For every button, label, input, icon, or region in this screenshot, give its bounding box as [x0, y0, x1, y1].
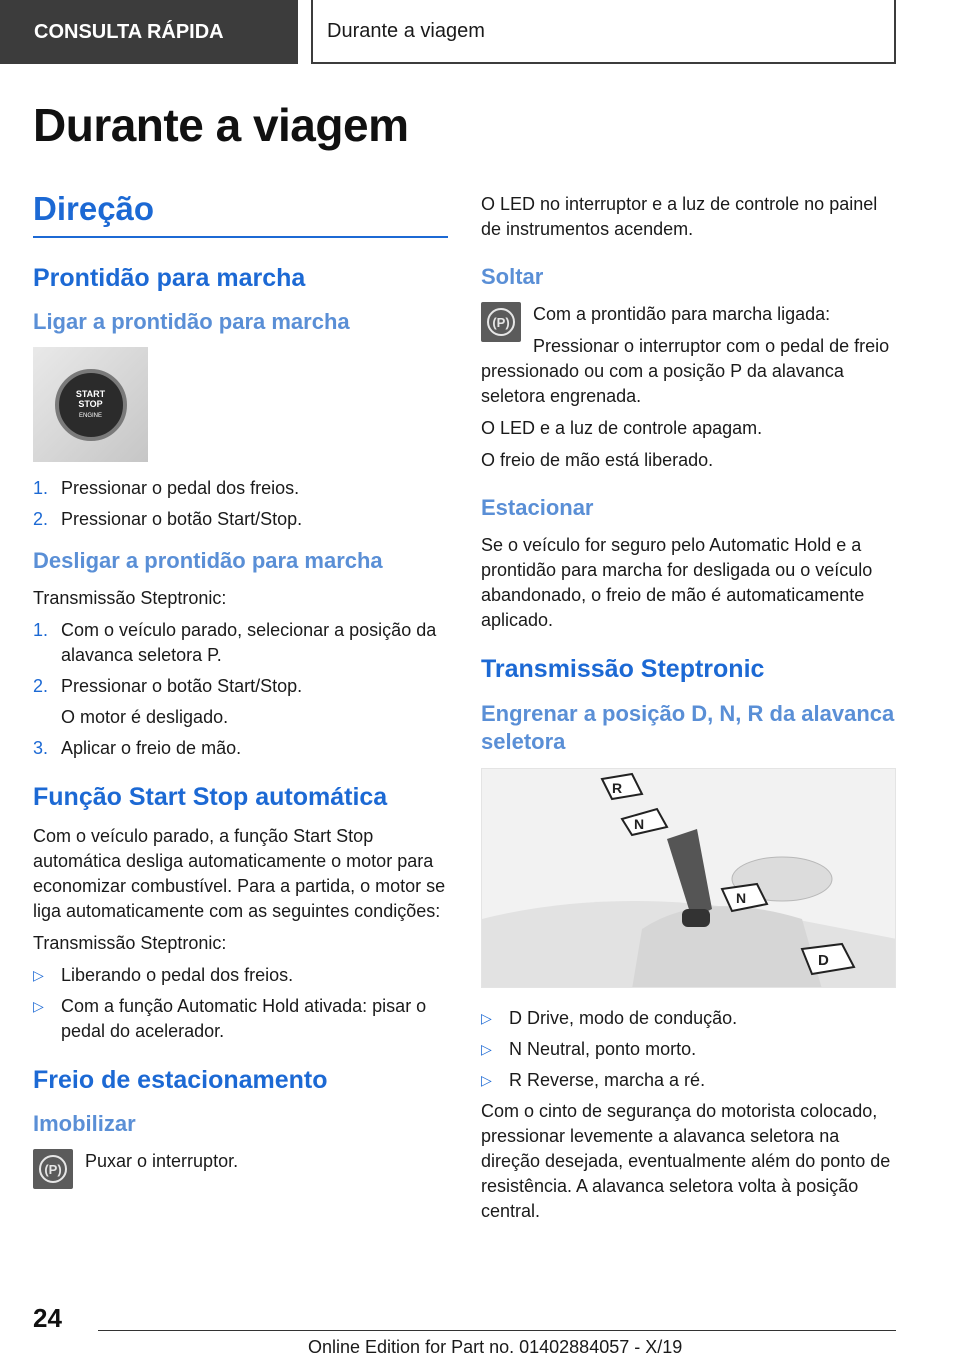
heading-soltar: Soltar [481, 264, 544, 289]
list-item: ▷ Liberando o pedal dos freios. [33, 963, 448, 988]
transmission-label-2: Transmissão Steptronic: [33, 933, 227, 953]
parking-brake-icon: (P) [481, 302, 521, 342]
heading-auto-start-stop: Função Start Stop automática [33, 783, 388, 811]
header-section-tab [0, 0, 298, 64]
gear-positions-list [481, 1006, 896, 1093]
gear-selector-image [481, 768, 896, 988]
header-section-label: CONSULTA RÁPIDA [34, 20, 224, 43]
list-item: ▷ N Neutral, ponto morto. [481, 1037, 896, 1062]
soltar-text-1: Com a prontidão para marcha ligada: [533, 304, 831, 324]
conditions-list [33, 963, 448, 1044]
parking-brake-icon: (P) [33, 1149, 73, 1189]
heading-transmissao: Transmissão Steptronic [481, 655, 765, 683]
gear-label-n-bottom: N [736, 890, 747, 906]
triangle-bullet-icon: ▷ [481, 1072, 492, 1088]
list-item: 2. Pressionar o botão Start/Stop. [33, 676, 303, 696]
gear-label-r: R [612, 780, 623, 796]
heading-desligar: Desligar a prontidão para marcha [33, 548, 383, 573]
soltar-text-3: O LED e a luz de controle apagam. [481, 418, 763, 438]
auto-start-stop-text: Com o veículo parado, a função Start Stop automática desliga automaticamente o motor para economizar combustível. Para a partida, o motor se liga automaticamente com as seguintes condições: [33, 826, 446, 921]
triangle-bullet-icon: ▷ [481, 1010, 492, 1026]
steps-on-list [33, 476, 448, 532]
start-label: START [75, 388, 106, 399]
left-column [33, 190, 448, 1195]
section-heading-direcao: Direção [33, 190, 448, 238]
transmission-label: Transmissão Steptronic: [33, 588, 227, 608]
final-text: Com o cinto de segurança do motorista colocado, pressionar levemente a alavanca seletora na direção desejada, eventualmente além do ponto de resistência. A alavanca seletora volta à posição central. [481, 1101, 891, 1221]
list-item: ▷ D Drive, modo de condução. [481, 1006, 896, 1031]
step-note: O motor é desligado. [61, 707, 229, 727]
page-number: 24 [33, 1303, 62, 1333]
steps-off-list-cont [33, 736, 448, 761]
start-stop-button-icon [55, 369, 127, 441]
page-title: Durante a viagem [33, 99, 409, 151]
imobilizar-text: Puxar o interruptor. [85, 1151, 239, 1171]
list-item: ▷ R Reverse, marcha a ré. [481, 1068, 896, 1093]
start-stop-button-image [33, 347, 148, 462]
heading-imobilizar: Imobilizar [33, 1111, 136, 1136]
heading-engrenar: Engrenar a posição D, N, R da alavanca seletora [481, 701, 895, 754]
led-on-text: O LED no interruptor e a luz de controle no painel de instrumentos acendem. [481, 194, 878, 239]
list-item: 3. Aplicar o freio de mão. [33, 738, 242, 758]
soltar-text-4: O freio de mão está liberado. [481, 450, 714, 470]
gear-label-d: D [818, 952, 829, 969]
footer-edition: Online Edition for Part no. 01402884057 - X/19 [308, 1337, 683, 1357]
heading-ligar: Ligar a prontidão para marcha [33, 309, 350, 334]
list-item: 1. Com o veículo parado, selecionar a posição da alavanca seletora P. [33, 620, 437, 665]
heading-estacionar: Estacionar [481, 495, 594, 520]
steps-off-list [33, 618, 448, 699]
estacionar-text: Se o veículo for seguro pelo Automatic Hold e a prontidão para marcha for desligada ou o veículo abandonado, o freio de mão é automaticamente aplicado. [481, 535, 873, 630]
heading-prontidao: Prontidão para marcha [33, 264, 306, 292]
list-item: 1. Pressionar o pedal dos freios. [33, 478, 300, 498]
header-chapter-label: Durante a viagem [327, 19, 485, 42]
heading-freio: Freio de estacionamento [33, 1066, 328, 1094]
footer-divider [98, 1330, 896, 1331]
triangle-bullet-icon: ▷ [481, 1041, 492, 1057]
engine-label: ENGINE [78, 412, 102, 419]
right-column [481, 192, 896, 1231]
triangle-bullet-icon: ▷ [33, 998, 44, 1014]
stop-label: STOP [78, 398, 103, 409]
soltar-text-2: Pressionar o interruptor com o pedal de freio pressionado ou com a posição P da alavanca seletora engrenada. [481, 336, 890, 406]
list-item: ▷ Com a função Automatic Hold ativada: pisar o pedal do acelerador. [33, 996, 427, 1041]
gear-label-n-top: N [634, 816, 645, 832]
list-item: 2. Pressionar o botão Start/Stop. [33, 509, 303, 529]
triangle-bullet-icon: ▷ [33, 967, 44, 983]
gear-selector-illustration [482, 769, 896, 988]
header-chapter-tab [311, 0, 896, 64]
